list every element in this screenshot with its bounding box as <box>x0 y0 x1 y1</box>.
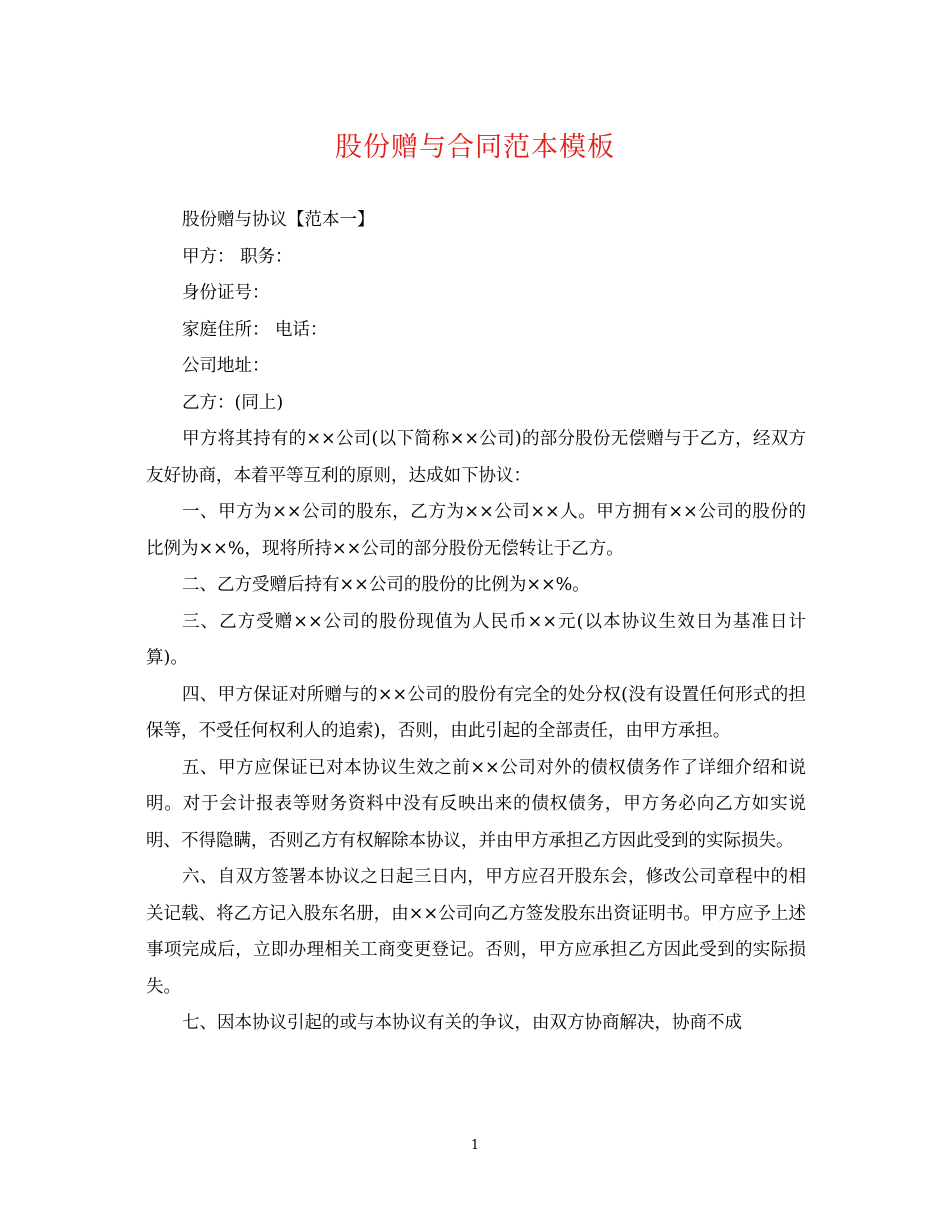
id-number-line: 身份证号： <box>182 283 270 303</box>
party-b-line: 乙方：(同上) <box>182 392 284 413</box>
party-a-line: 甲方： 职务： <box>182 246 293 267</box>
page-number: 1 <box>470 1138 480 1153</box>
clause-3: 三、乙方受赠××公司的股份现值为人民币××元(以本协议生效日为基准日计算)。 <box>146 611 806 668</box>
document-body <box>146 202 806 1042</box>
home-address-line: 家庭住所： 电话： <box>182 319 328 340</box>
clause-2: 二、乙方受赠后持有××公司的股份的比例为××%。 <box>182 575 590 595</box>
clause-5: 五、甲方应保证已对本协议生效之前××公司对外的债权债务作了详细介绍和说明。对于会计报表等财务资料中没有反映出来的债权债务，甲方务必向乙方如实说明、不得隐瞒，否则乙方有权解除本协议，并由甲方承担乙方因此受到的实际损失。 <box>146 757 806 851</box>
company-address-line: 公司地址： <box>182 356 270 376</box>
clause-7: 七、因本协议引起的或与本协议有关的争议，由双方协商解决，协商不成 <box>182 1013 742 1033</box>
preamble-paragraph: 甲方将其持有的××公司(以下简称××公司)的部分股份无偿赠与于乙方，经双方友好协商，本着平等互利的原则，达成如下协议： <box>146 429 806 486</box>
clause-6: 六、自双方签署本协议之日起三日内，甲方应召开股东会，修改公司章程中的相关记载、将乙方记入股东名册，由××公司向乙方签发股东出资证明书。甲方应予上述事项完成后，立即办理相关工商变更登记。否则，甲方应承担乙方因此受到的实际损失。 <box>146 867 806 997</box>
document-title: 股份赠与合同范本模板 <box>335 132 615 163</box>
agreement-heading: 股份赠与协议【范本一】 <box>182 210 375 230</box>
clause-4: 四、甲方保证对所赠与的××公司的股份有完全的处分权(没有设置任何形式的担保等，不受任何权利人的追索)，否则，由此引起的全部责任，由甲方承担。 <box>146 684 806 741</box>
clause-1: 一、甲方为××公司的股东，乙方为××公司××人。甲方拥有××公司的股份的比例为××%，现将所持××公司的部分股份无偿转让于乙方。 <box>146 502 806 559</box>
